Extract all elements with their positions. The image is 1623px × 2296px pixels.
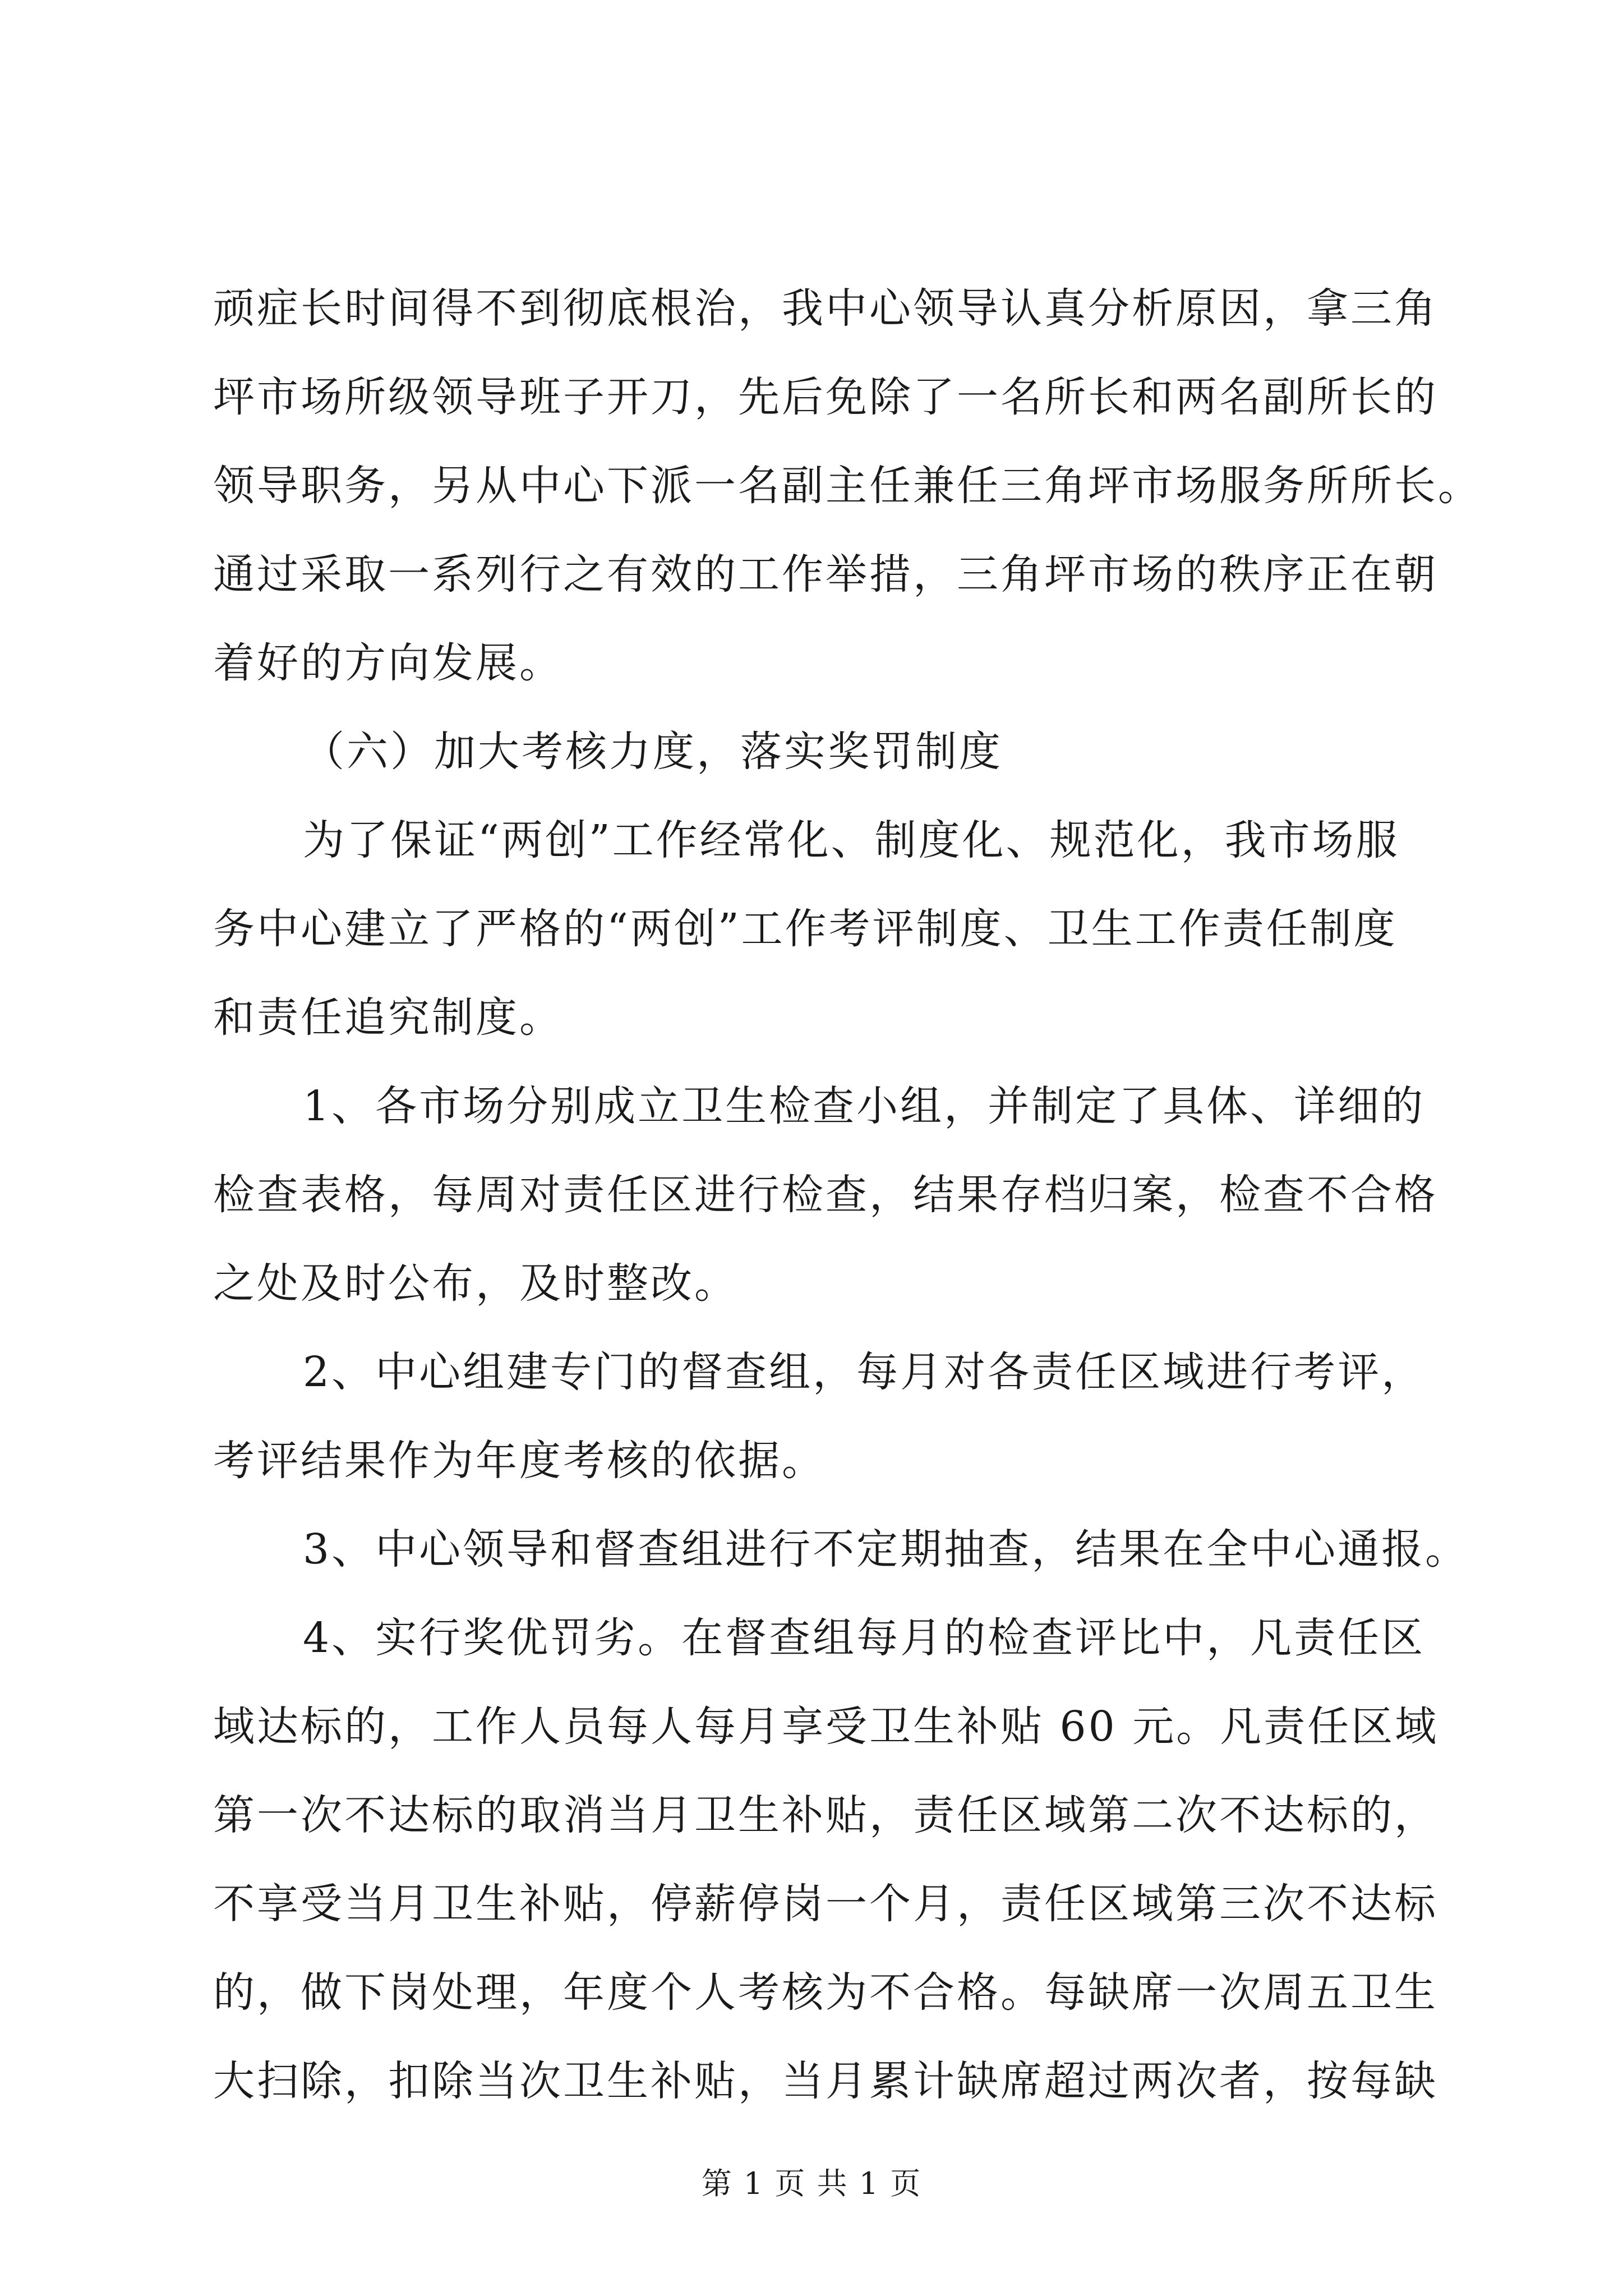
text-line: 顽症长时间得不到彻底根治，我中心领导认真分析原因，拿三角 bbox=[213, 284, 1438, 333]
text-line: 不享受当月卫生补贴，停薪停岗一个月，责任区域第三次不达标 bbox=[213, 1880, 1438, 1928]
text-line: 域达标的，工作人员每人每月享受卫生补贴 60 元。凡责任区域 bbox=[213, 1703, 1439, 1751]
text-line: 3、中心领导和督查组进行不定期抽查，结果在全中心通报。 bbox=[303, 1525, 1469, 1573]
text-line: 为了保证“两创”工作经常化、制度化、规范化，我市场服 bbox=[303, 816, 1400, 864]
text-line: 检查表格，每周对责任区进行检查，结果存档归案，检查不合格 bbox=[213, 1171, 1438, 1219]
text-line: 2、中心组建专门的督查组，每月对各责任区域进行考评， bbox=[303, 1348, 1426, 1396]
section-heading: （六）加大考核力度，落实奖罚制度 bbox=[303, 728, 1003, 776]
text-line: 之处及时公布，及时整改。 bbox=[213, 1259, 738, 1308]
text-line: 4、实行奖优罚劣。在督查组每月的检查评比中，凡责任区 bbox=[303, 1614, 1426, 1662]
text-line: 1、各市场分别成立卫生检查小组，并制定了具体、详细的 bbox=[303, 1082, 1426, 1130]
text-line: 的，做下岗处理，年度个人考核为不合格。每缺席一次周五卫生 bbox=[213, 1968, 1438, 2017]
text-line: 考评结果作为年度考核的依据。 bbox=[213, 1437, 826, 1485]
text-line: 通过采取一系列行之有效的工作举措，三角坪市场的秩序正在朝 bbox=[213, 550, 1438, 599]
text-line: 坪市场所级领导班子开刀，先后免除了一名所长和两名副所长的 bbox=[213, 373, 1438, 421]
page-footer: 第 1 页 共 1 页 bbox=[701, 2166, 922, 2201]
text-line: 着好的方向发展。 bbox=[213, 639, 563, 687]
text-line: 领导职务，另从中心下派一名副主任兼任三角坪市场服务所所长。 bbox=[213, 462, 1482, 510]
text-line: 和责任追究制度。 bbox=[213, 993, 563, 1042]
text-line: 大扫除，扣除当次卫生补贴，当月累计缺席超过两次者，按每缺 bbox=[213, 2057, 1438, 2105]
text-line: 务中心建立了严格的“两创”工作考评制度、卫生工作责任制度 bbox=[213, 905, 1398, 953]
text-line: 第一次不达标的取消当月卫生补贴，责任区域第二次不达标的， bbox=[213, 1791, 1438, 1839]
